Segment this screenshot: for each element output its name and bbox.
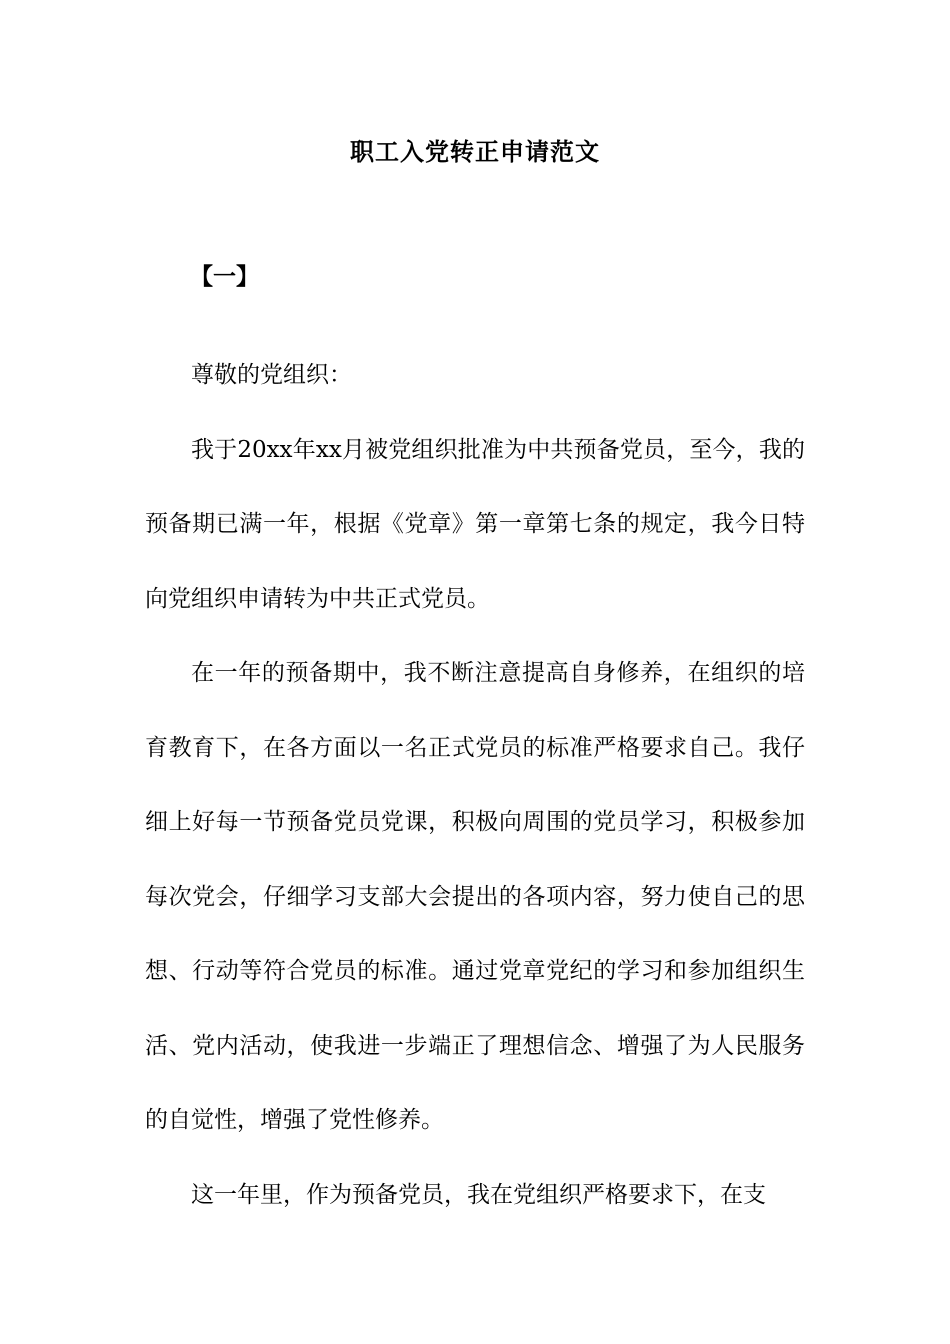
document-body (145, 338, 805, 1232)
document-title: 职工入党转正申请范文 (350, 137, 600, 166)
salutation: 尊敬的党组织： (191, 362, 352, 388)
paragraph-3: 这一年里，作为预备党员，我在党组织严格要求下，在支 (191, 1181, 766, 1208)
section-heading: 【一】 (190, 263, 259, 290)
paragraph-1: 我于20xx年xx月被党组织批准为中共预备党员，至今，我的预备期已满一年，根据《党章》第一章第七条的规定，我今日特向党组织申请转为中共正式党员。 (145, 436, 805, 612)
paragraph-2: 在一年的预备期中，我不断注意提高自身修养，在组织的培育教育下，在各方面以一名正式党员的标准严格要求自己。我仔细上好每一节预备党员党课，积极向周围的党员学习，积极参加每次党会，仔细学习支部大会提出的各项内容，努力使自己的思想、行动等符合党员的标准。通过党章党纪的学习和参加组织生活、党内活动，使我进一步端正了理想信念、增强了为人民服务的自觉性，增强了党性修养。 (145, 660, 805, 1133)
